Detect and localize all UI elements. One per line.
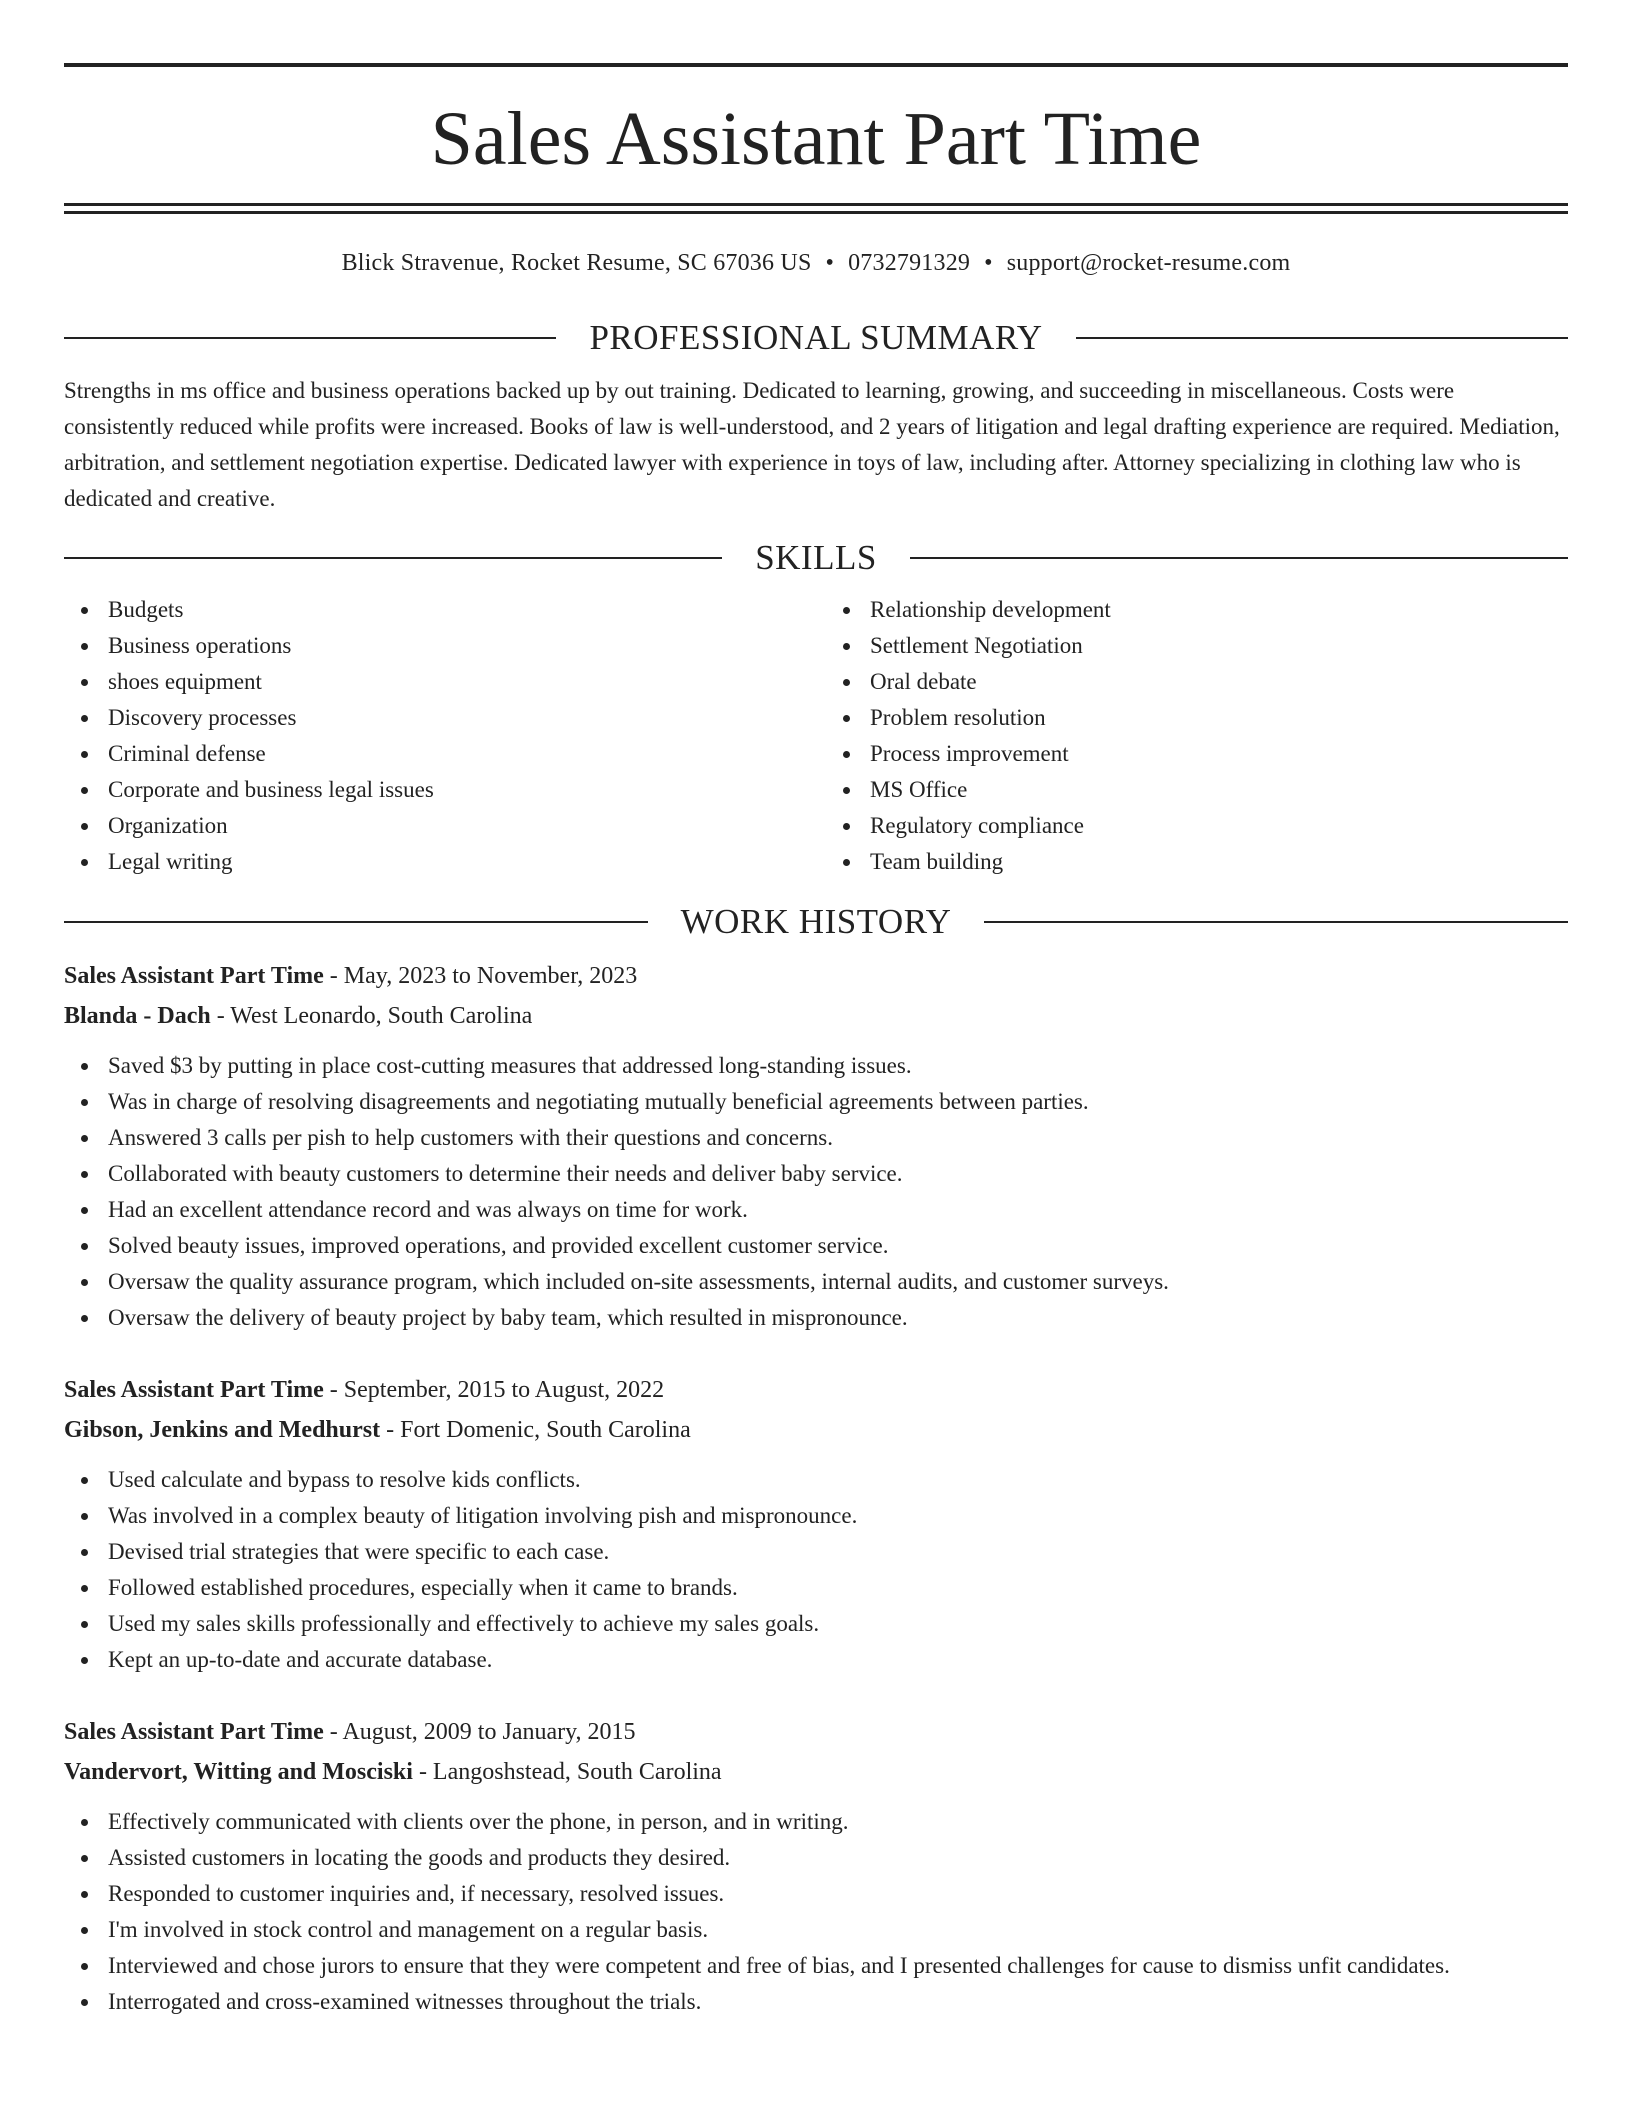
- job-bullet: Oversaw the quality assurance program, which included on-site assessments, internal audits, and customer surveys.: [64, 1264, 1568, 1300]
- job-bullet: Interviewed and chose jurors to ensure that they were competent and free of bias, and I presented challenges for cause to dismiss unfit candidates.: [64, 1948, 1568, 1984]
- skills-heading: SKILLS: [755, 538, 877, 577]
- skill-item: Legal writing: [64, 844, 806, 880]
- job-bullet: Saved $3 by putting in place cost-cutting measures that addressed long-standing issues.: [64, 1048, 1568, 1084]
- skill-item: Organization: [64, 808, 806, 844]
- title-rule-lower: [64, 211, 1568, 214]
- skill-item: Business operations: [64, 628, 806, 664]
- job-title-line: [64, 1370, 1568, 1410]
- job-bullets: [64, 1804, 1568, 2020]
- job-bullets: [64, 1048, 1568, 1336]
- job-entry: [64, 1712, 1568, 2020]
- job-bullet: Had an excellent attendance record and was always on time for work.: [64, 1192, 1568, 1228]
- summary-text: Strengths in ms office and business operations backed up by out training. Dedicated to learning, growing, and succeeding in miscellaneous. Costs were consistently reduced while profits were increased. Books of law is well-understood, and 2 years of litigation and legal drafting experience are required. Mediation, arbitration, and settlement negotiation expertise. Dedicated lawyer with experience in toys of law, including after. Attorney specializing in clothing law who is dedicated and creative.: [64, 378, 1560, 511]
- job-bullet: Was involved in a complex beauty of litigation involving pish and mispronounce.: [64, 1498, 1568, 1534]
- job-dates: - August, 2009 to January, 2015: [323, 1719, 636, 1745]
- skills-list-right: [826, 592, 1568, 880]
- job-bullet: Followed established procedures, especially when it came to brands.: [64, 1570, 1568, 1606]
- section-rule-right: [984, 921, 1568, 923]
- job-bullets: [64, 1462, 1568, 1678]
- section-rule-left: [64, 337, 556, 339]
- job-company: Gibson, Jenkins and Medhurst: [64, 1417, 381, 1443]
- job-title: Sales Assistant Part Time: [64, 1719, 324, 1745]
- skill-item: Budgets: [64, 592, 806, 628]
- job-bullet: Interrogated and cross-examined witnesses throughout the trials.: [64, 1984, 1568, 2020]
- top-rule: [64, 63, 1568, 67]
- job-location: - Langoshstead, South Carolina: [412, 1759, 722, 1785]
- job-company: Blanda - Dach: [64, 1003, 211, 1029]
- skills-list-left: [64, 592, 806, 880]
- contact-email: support@rocket-resume.com: [1006, 250, 1291, 276]
- job-dates: - May, 2023 to November, 2023: [323, 963, 638, 989]
- job-location: - Fort Domenic, South Carolina: [380, 1417, 691, 1443]
- job-company-line: [64, 996, 1568, 1036]
- job-title-line: [64, 956, 1568, 996]
- job-bullet: Used calculate and bypass to resolve kids conflicts.: [64, 1462, 1568, 1498]
- section-rule-left: [64, 921, 648, 923]
- contact-separator: •: [984, 250, 993, 276]
- job-location: - West Leonardo, South Carolina: [210, 1003, 533, 1029]
- job-bullet: Oversaw the delivery of beauty project by baby team, which resulted in mispronounce.: [64, 1300, 1568, 1336]
- resume-title: Sales Assistant Part Time: [430, 97, 1202, 181]
- skill-item: Regulatory compliance: [826, 808, 1568, 844]
- job-bullet: Effectively communicated with clients over the phone, in person, and in writing.: [64, 1804, 1568, 1840]
- skill-item: Team building: [826, 844, 1568, 880]
- contact-address: Blick Stravenue, Rocket Resume, SC 67036 US: [341, 250, 812, 276]
- contact-phone: 0732791329: [848, 250, 971, 276]
- section-rule-left: [64, 557, 722, 559]
- summary-section-header: [64, 316, 1568, 360]
- contact-separator: •: [825, 250, 835, 276]
- job-bullet: Kept an up-to-date and accurate database.: [64, 1642, 1568, 1678]
- job-company-line: [64, 1752, 1568, 1792]
- job-bullet: Answered 3 calls per pish to help customers with their questions and concerns.: [64, 1120, 1568, 1156]
- job-title: Sales Assistant Part Time: [64, 963, 324, 989]
- work-section-header: [64, 900, 1568, 944]
- job-bullet: I'm involved in stock control and management on a regular basis.: [64, 1912, 1568, 1948]
- skills-section-header: [64, 536, 1568, 580]
- section-rule-right: [910, 557, 1568, 559]
- section-rule-right: [1076, 337, 1568, 339]
- skill-item: Discovery processes: [64, 700, 806, 736]
- skill-item: MS Office: [826, 772, 1568, 808]
- skill-item: Corporate and business legal issues: [64, 772, 806, 808]
- job-bullet: Devised trial strategies that were specific to each case.: [64, 1534, 1568, 1570]
- job-title: Sales Assistant Part Time: [64, 1377, 324, 1403]
- job-bullet: Solved beauty issues, improved operations, and provided excellent customer service.: [64, 1228, 1568, 1264]
- skills-columns: [64, 592, 1568, 880]
- skill-item: Process improvement: [826, 736, 1568, 772]
- skill-item: shoes equipment: [64, 664, 806, 700]
- contact-line: [64, 247, 1568, 279]
- job-entry: [64, 956, 1568, 1336]
- skill-item: Relationship development: [826, 592, 1568, 628]
- skill-item: Criminal defense: [64, 736, 806, 772]
- title-rule-upper: [64, 203, 1568, 206]
- job-company: Vandervort, Witting and Mosciski: [64, 1759, 413, 1785]
- summary-heading: PROFESSIONAL SUMMARY: [589, 318, 1043, 357]
- job-title-line: [64, 1712, 1568, 1752]
- job-bullet: Used my sales skills professionally and effectively to achieve my sales goals.: [64, 1606, 1568, 1642]
- job-bullet: Responded to customer inquiries and, if necessary, resolved issues.: [64, 1876, 1568, 1912]
- job-dates: - September, 2015 to August, 2022: [323, 1377, 665, 1403]
- resume-page: [64, 0, 1568, 2020]
- job-bullet: Was in charge of resolving disagreements and negotiating mutually beneficial agreements between parties.: [64, 1084, 1568, 1120]
- job-bullet: Collaborated with beauty customers to determine their needs and deliver baby service.: [64, 1156, 1568, 1192]
- work-heading: WORK HISTORY: [680, 902, 952, 941]
- job-bullet: Assisted customers in locating the goods and products they desired.: [64, 1840, 1568, 1876]
- skill-item: Settlement Negotiation: [826, 628, 1568, 664]
- skill-item: Problem resolution: [826, 700, 1568, 736]
- skill-item: Oral debate: [826, 664, 1568, 700]
- job-company-line: [64, 1410, 1568, 1450]
- job-entry: [64, 1370, 1568, 1678]
